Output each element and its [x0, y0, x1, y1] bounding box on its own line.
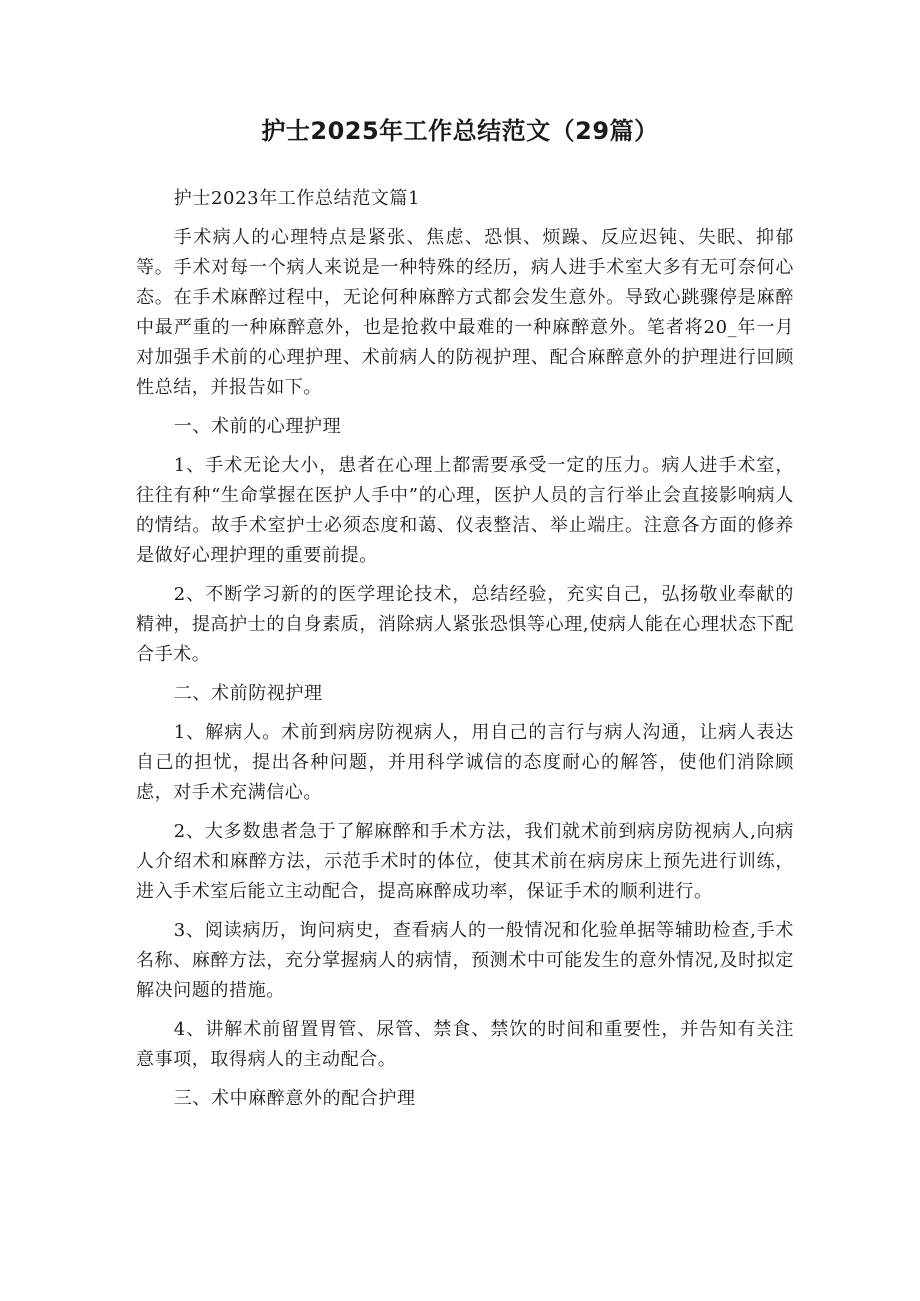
paragraph-2-1: 1、解病人。术前到病房防视病人，用自己的言行与病人沟通，让病人表达自己的担忧，提出各种问题，并用科学诚信的态度耐心的解答，使他们消除顾虑，对手术充满信心。 [136, 722, 794, 803]
section-heading-2: 二、术前防视护理 [173, 683, 323, 704]
paragraph-2-2: 2、大多数患者急于了解麻醉和手术方法，我们就术前到病房防视病人,向病人介绍术和麻醉方法，示范手术时的体位，使其术前在病房床上预先进行训练，进入手术室后能立主动配合，提高麻醉成功率，保证手术的顺利进行。 [136, 821, 794, 902]
document-body [136, 184, 794, 1123]
section-heading-1: 一、术前的心理护理 [173, 416, 342, 437]
paragraph-intro: 手术病人的心理特点是紧张、焦虑、恐惧、烦躁、反应迟钝、失眠、抑郁等。手术对每一个病人来说是一种特殊的经历，病人进手术室大多有无可奈何心态。在手术麻醉过程中，无论何种麻醉方式都会发生意外。导致心跳骤停是麻醉中最严重的一种麻醉意外，也是抢救中最难的一种麻醉意外。笔者将20_年一月对加强手术前的心理护理、术前病人的防视护理、配合麻醉意外的护理进行回顾性总结，并报告如下。 [136, 227, 794, 398]
paragraph-2-4: 4、讲解术前留置胃管、尿管、禁食、禁饮的时间和重要性，并告知有关注意事项，取得病人的主动配合。 [136, 1019, 794, 1070]
paragraph-2-3: 3、阅读病历，询问病史，查看病人的一般情况和化验单据等辅助检查,手术名称、麻醉方法，充分掌握病人的病情，预测术中可能发生的意外情况,及时拟定解决问题的措施。 [136, 920, 794, 1001]
document-title: 护士2025年工作总结范文（29篇） [261, 117, 659, 145]
section-heading-3: 三、术中麻醉意外的配合护理 [173, 1088, 416, 1109]
paragraph-1-2: 2、不断学习新的的医学理论技术，总结经验，充实自己，弘扬敬业奉献的精神，提高护士的自身素质，消除病人紧张恐惧等心理,使病人能在心理状态下配合手术。 [136, 584, 794, 665]
paragraph-1-1: 1、手术无论大小，患者在心理上都需要承受一定的压力。病人进手术室，往往有种“生命掌握在医护人手中”的心理，医护人员的言行举止会直接影响病人的情结。故手术室护士必须态度和蔼、仪表整洁、举止端庄。注意各方面的修养是做好心理护理的重要前提。 [136, 455, 794, 566]
section-subtitle: 护士2023年工作总结范文篇1 [173, 188, 421, 209]
